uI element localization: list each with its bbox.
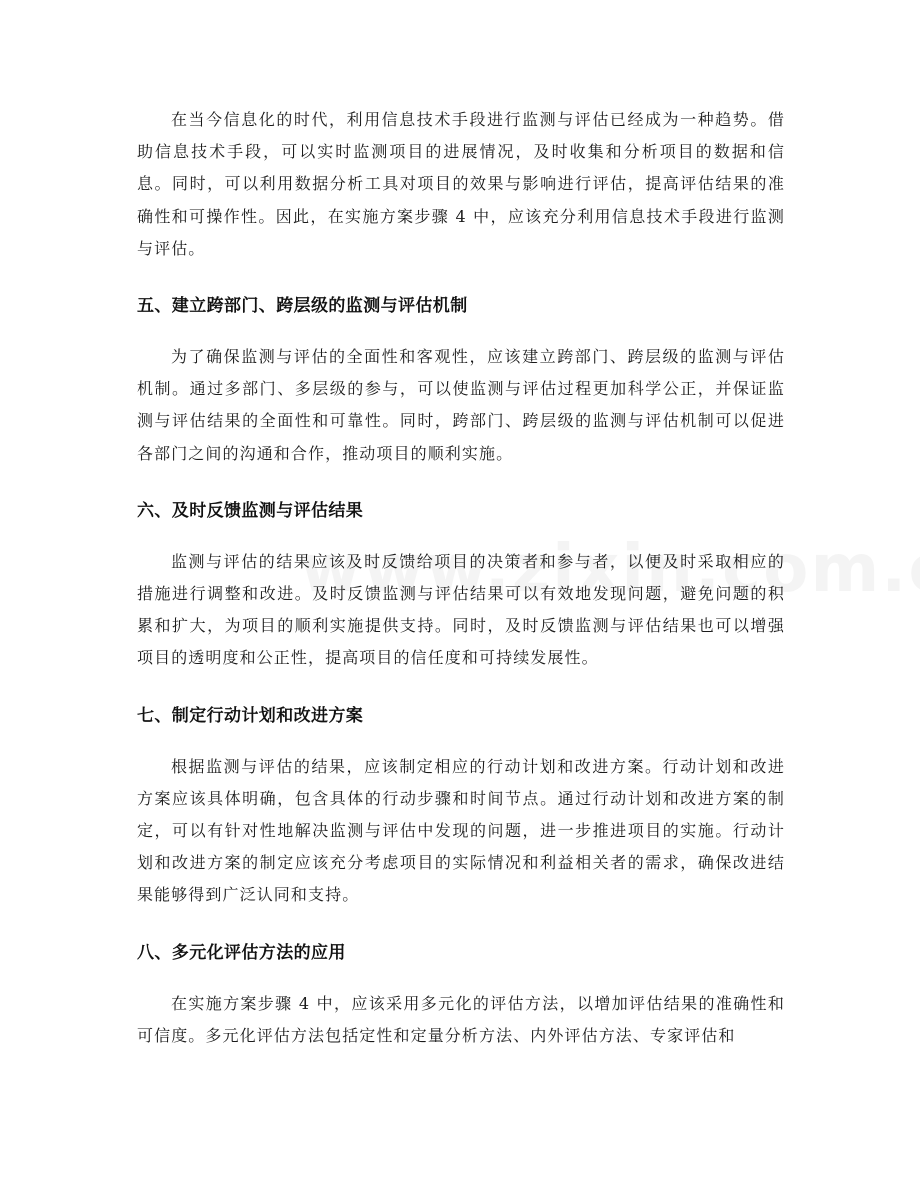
document-body xyxy=(137,104,785,1052)
heading-section-8: 八、多元化评估方法的应用 xyxy=(137,942,346,963)
paragraph-cross-department: 为了确保监测与评估的全面性和客观性，应该建立跨部门、跨层级的监测与评估机制。通过多部门、多层级的参与，可以使监测与评估过程更加科学公正，并保证监测与评估结果的全面性和可靠性。同时，跨部门、跨层级的监测与评估机制可以促进各部门之间的沟通和合作，推动项目的顺利实施。 xyxy=(137,347,785,463)
paragraph-it-monitoring: 在当今信息化的时代，利用信息技术手段进行监测与评估已经成为一种趋势。借助信息技术手段，可以实时监测项目的进展情况，及时收集和分析项目的数据和信息。同时，可以利用数据分析工具对项目的效果与影响进行评估，提高评估结果的准确性和可操作性。因此，在实施方案步骤 4 中，应该充分利用信息技术手段进行监测与评估。 xyxy=(137,110,785,258)
paragraph-timely-feedback: 监测与评估的结果应该及时反馈给项目的决策者和参与者，以便及时采取相应的措施进行调整和改进。及时反馈监测与评估结果可以有效地发现问题，避免问题的积累和扩大，为项目的顺利实施提供支持。同时，及时反馈监测与评估结果也可以增强项目的透明度和公正性，提高项目的信任度和可持续发展性。 xyxy=(137,551,785,668)
heading-section-6: 六、及时反馈监测与评估结果 xyxy=(137,500,364,521)
heading-section-7: 七、制定行动计划和改进方案 xyxy=(137,705,364,726)
paragraph-diverse-methods: 在实施方案步骤 4 中，应该采用多元化的评估方法，以增加评估结果的准确性和可信度。多元化评估方法包括定性和定量分析方法、内外评估方法、专家评估和 xyxy=(137,993,785,1045)
paragraph-action-plan: 根据监测与评估的结果，应该制定相应的行动计划和改进方案。行动计划和改进方案应该具体明确，包含具体的行动步骤和时间节点。通过行动计划和改进方案的制定，可以有针对性地解决监测与评估中发现的问题，进一步推进项目的实施。行动计划和改进方案的制定应该充分考虑项目的实际情况和利益相关者的需求，确保改进结果能够得到广泛认同和支持。 xyxy=(137,756,785,905)
heading-section-5: 五、建立跨部门、跨层级的监测与评估机制 xyxy=(137,296,468,317)
